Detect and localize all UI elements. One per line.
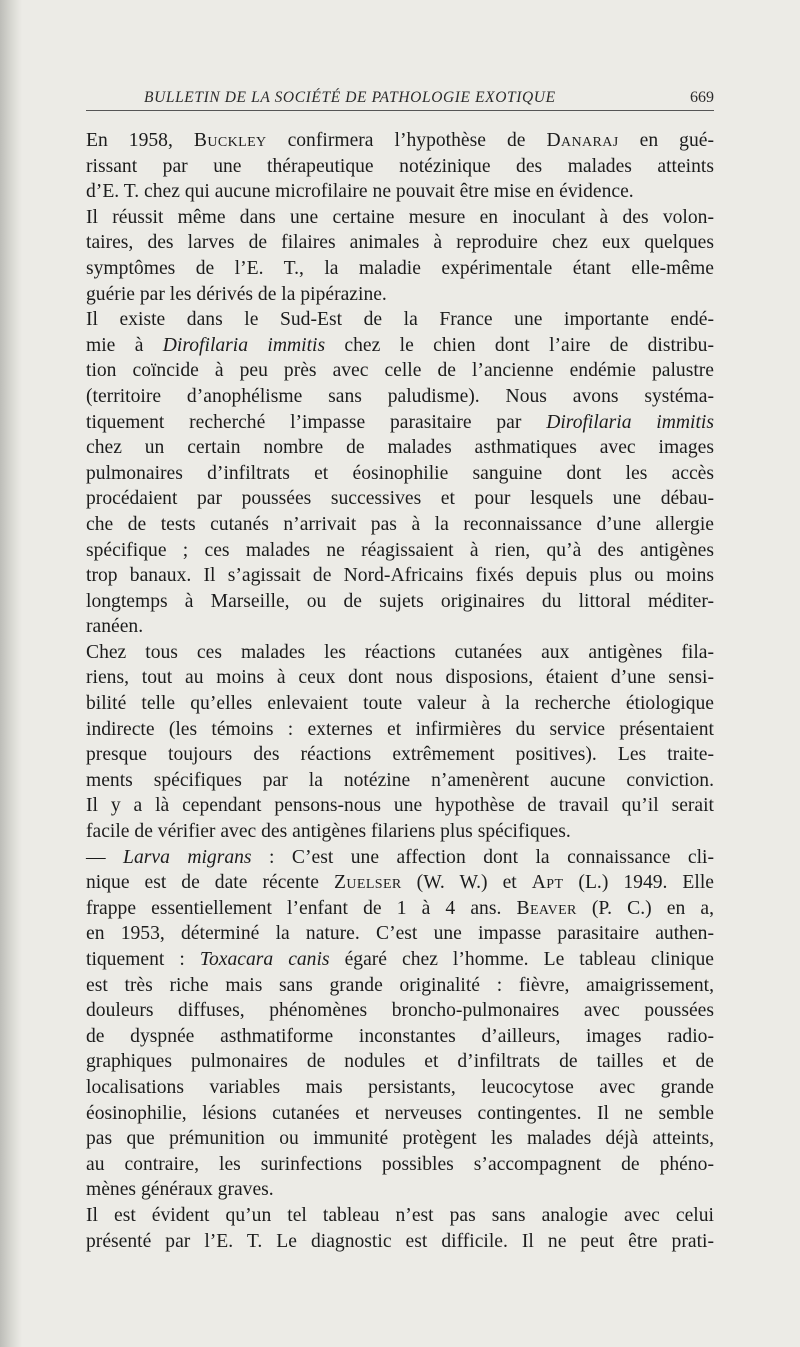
text-run: chez le chien dont l’aire de distribu- — [325, 334, 714, 356]
text-run: mènes généraux graves. — [86, 1179, 274, 1201]
body-text — [86, 128, 714, 1254]
scan-binding-edge — [0, 0, 22, 1347]
text-run: tiquement : — [86, 949, 200, 970]
text-run: spécifique ; ces malades ne réagissaient à rien, qu’à des antigènes — [86, 539, 714, 561]
text-run: nique est de date récente — [86, 872, 334, 894]
text-run: che de tests cutanés n’arrivait pas à la reconnaissance d’une allergie — [86, 513, 714, 535]
text-run: presque toujours des réactions extrêmement positives). Les traite- — [86, 744, 714, 766]
text-line — [86, 614, 714, 640]
text-line — [86, 410, 714, 436]
text-line — [86, 870, 714, 896]
text-run: douleurs diffuses, phénomènes broncho-pulmonaires avec poussées — [86, 1000, 714, 1022]
text-line — [86, 1024, 714, 1050]
text-line — [86, 1152, 714, 1178]
text-run: au contraire, les surinfections possibles s’accompagnent de phéno- — [86, 1153, 714, 1175]
text-line — [86, 1101, 714, 1127]
text-line — [86, 307, 714, 333]
text-line — [86, 384, 714, 410]
text-line — [86, 921, 714, 947]
text-run: longtemps à Marseille, ou de sujets originaires du littoral méditer- — [86, 590, 714, 612]
author-name: Beaver — [516, 897, 577, 919]
text-run: Il existe dans le Sud-Est de la France une importante endé- — [86, 309, 714, 331]
text-run: trop banaux. Il s’agissait de Nord-Africains fixés depuis plus ou moins — [86, 565, 714, 587]
text-line — [86, 256, 714, 282]
text-line — [86, 1126, 714, 1152]
text-line — [86, 538, 714, 564]
text-run: : C’est une affection dont la connaissance cli- — [251, 846, 714, 868]
text-run: tion coïncide à peu près avec celle de l’ancienne endémie palustre — [86, 360, 714, 382]
text-line — [86, 793, 714, 819]
text-run: facile de vérifier avec des antigènes filariens plus spécifiques. — [86, 821, 571, 843]
italic-term: Dirofilaria immitis — [546, 411, 714, 433]
running-title: BULLETIN DE LA SOCIÉTÉ DE PATHOLOGIE EXOTIQUE — [144, 89, 556, 106]
text-line — [86, 435, 714, 461]
text-run: égaré chez l’homme. Le tableau clinique — [329, 949, 715, 970]
text-line — [86, 896, 714, 922]
text-run: localisations variables mais persistants, leucocytose avec grande — [86, 1076, 714, 1098]
author-name: Buckley — [193, 130, 267, 151]
text-run: (territoire d’anophélisme sans paludisme). Nous avons systéma- — [86, 385, 714, 407]
text-line — [86, 282, 714, 308]
text-line — [86, 563, 714, 589]
text-line — [86, 128, 714, 154]
text-run: procédaient par poussées successives et pour lesquels une débau- — [86, 488, 714, 510]
text-line — [86, 230, 714, 256]
page-header — [86, 88, 714, 111]
author-name: Danaraj — [546, 130, 619, 151]
text-run: tiquement recherché l’impasse parasitaire par — [86, 411, 547, 433]
text-line — [86, 742, 714, 768]
text-run: en gué- — [618, 130, 714, 151]
text-line — [86, 947, 714, 973]
text-run: frappe essentiellement l’enfant de 1 à 4 ans. — [86, 897, 517, 919]
text-line — [86, 512, 714, 538]
text-run: de dyspnée asthmatiforme inconstantes d’ailleurs, images radio- — [86, 1025, 714, 1047]
text-run: pas que prémunition ou immunité protègent les malades déjà atteints, — [86, 1128, 714, 1150]
text-run: rissant par une thérapeutique notézinique des malades atteints — [86, 155, 714, 177]
text-run: Il y a là cependant pensons-nous une hypothèse de travail qu’il serait — [86, 795, 714, 817]
text-run: symptômes de l’E. T., la maladie expérimentale étant elle-même — [86, 257, 714, 279]
text-run: indirecte (les témoins : externes et infirmières du service présentaient — [86, 718, 714, 740]
text-run: (L.) 1949. Elle — [563, 872, 714, 894]
text-run: présenté par l’E. T. Le diagnostic est difficile. Il ne peut être prati- — [86, 1230, 714, 1252]
text-run: bilité telle qu’elles enlevaient toute valeur à la recherche étiologique — [86, 693, 714, 715]
text-line — [86, 1177, 714, 1203]
text-line — [86, 461, 714, 487]
text-line — [86, 691, 714, 717]
text-line — [86, 205, 714, 231]
text-run: En 1958, — [86, 130, 194, 151]
text-line — [86, 358, 714, 384]
text-line — [86, 768, 714, 794]
italic-term: Dirofilaria immitis — [162, 334, 326, 356]
text-run: riens, tout au moins à ceux dont nous disposions, étaient d’une sensi- — [86, 667, 714, 689]
text-run: en 1953, déterminé la nature. C’est une impasse parasitaire authen- — [86, 923, 714, 945]
text-line — [86, 665, 714, 691]
italic-term: Toxacara canis — [199, 949, 330, 970]
text-line — [86, 486, 714, 512]
text-line — [86, 1229, 714, 1255]
text-line — [86, 1203, 714, 1229]
text-run: (P. C.) en a, — [576, 897, 714, 919]
text-run: ranéen. — [86, 616, 144, 638]
text-run: guérie par les dérivés de la pipérazine. — [86, 283, 387, 305]
text-line — [86, 640, 714, 666]
text-run: confirmera l’hypothèse de — [266, 130, 547, 151]
text-line — [86, 154, 714, 180]
text-run: est très riche mais sans grande originalité : fièvre, amaigrissement, — [86, 974, 714, 996]
text-run: Il est évident qu’un tel tableau n’est pas sans analogie avec celui — [86, 1204, 714, 1226]
author-name: Zuelser — [334, 872, 402, 894]
text-run: ments spécifiques par la notézine n’amenèrent aucune conviction. — [86, 769, 714, 791]
text-run: Chez tous ces malades les réactions cutanées aux antigènes fila- — [86, 641, 714, 663]
text-line — [86, 845, 714, 871]
text-line — [86, 973, 714, 999]
text-run: chez un certain nombre de malades asthmatiques avec images — [86, 437, 714, 459]
text-run: éosinophilie, lésions cutanées et nerveuses contingentes. Il ne semble — [86, 1102, 714, 1124]
text-run: (W. W.) et — [401, 872, 532, 894]
text-line — [86, 998, 714, 1024]
page-number: 669 — [690, 89, 714, 106]
text-run: Il réussit même dans une certaine mesure en inoculant à des volon- — [86, 206, 714, 228]
text-run: graphiques pulmonaires de nodules et d’infiltrats de tailles et de — [86, 1051, 714, 1073]
text-line — [86, 1049, 714, 1075]
text-line — [86, 1075, 714, 1101]
text-run: mie à — [86, 334, 163, 356]
text-line — [86, 333, 714, 359]
text-run: — — [86, 846, 124, 868]
text-run: taires, des larves de filaires animales à reproduire chez eux quelques — [86, 232, 714, 254]
text-run: pulmonaires d’infiltrats et éosinophilie sanguine dont les accès — [86, 462, 714, 484]
text-line — [86, 717, 714, 743]
text-line — [86, 819, 714, 845]
text-line — [86, 589, 714, 615]
author-name: Apt — [531, 872, 564, 894]
italic-term: Larva migrans — [123, 846, 252, 868]
text-line — [86, 179, 714, 205]
text-run: d’E. T. chez qui aucune microfilaire ne pouvait être mise en évidence. — [86, 181, 634, 203]
